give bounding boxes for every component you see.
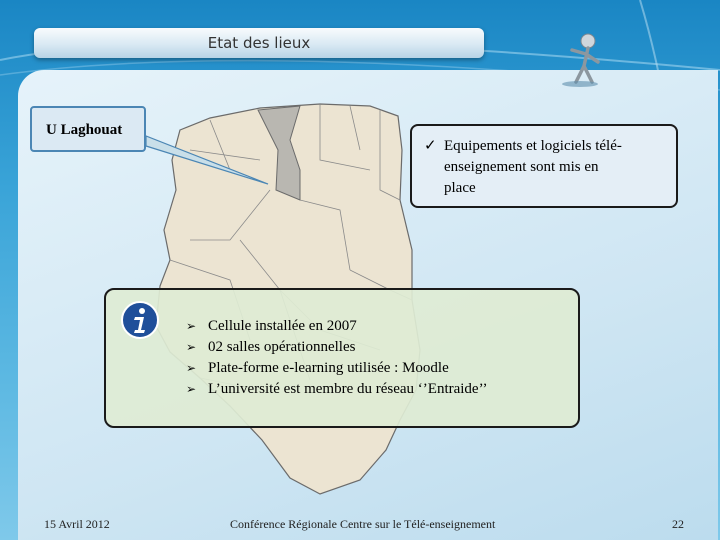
equipment-box (410, 124, 678, 208)
list-item (186, 337, 487, 358)
info-bullet-list (186, 316, 487, 400)
page-number: 22 (672, 517, 684, 531)
footer-date: 15 Avril 2012 (44, 517, 110, 531)
equipment-text-line-2: enseignement sont mis en (444, 159, 599, 175)
location-label: U Laghouat (30, 106, 146, 152)
list-item (186, 358, 487, 379)
arrow-bullet-icon: ➢ (186, 361, 197, 375)
figure-icon (558, 32, 608, 88)
equipment-text-line-1: Equipements et logiciels télé- (444, 138, 622, 154)
list-item-text: Plate-forme e-learning utilisée : Moodle (208, 360, 449, 376)
list-item-text: 02 salles opérationnelles (208, 339, 356, 355)
list-item (186, 316, 487, 337)
arrow-bullet-icon: ➢ (186, 382, 197, 396)
list-item-text: Cellule installée en 2007 (208, 318, 357, 334)
checkmark-icon: ✓ (424, 138, 437, 154)
list-item-text: L’université est membre du réseau ‘’Entraide’’ (208, 381, 488, 397)
list-item (186, 379, 487, 400)
arrow-bullet-icon: ➢ (186, 340, 197, 354)
equipment-text-line-3: place (444, 180, 476, 196)
slide-title: Etat des lieux (34, 28, 484, 58)
arrow-bullet-icon: ➢ (186, 319, 197, 333)
info-icon (120, 300, 160, 340)
footer-conference: Conférence Régionale Centre sur le Télé-enseignement (230, 517, 496, 531)
